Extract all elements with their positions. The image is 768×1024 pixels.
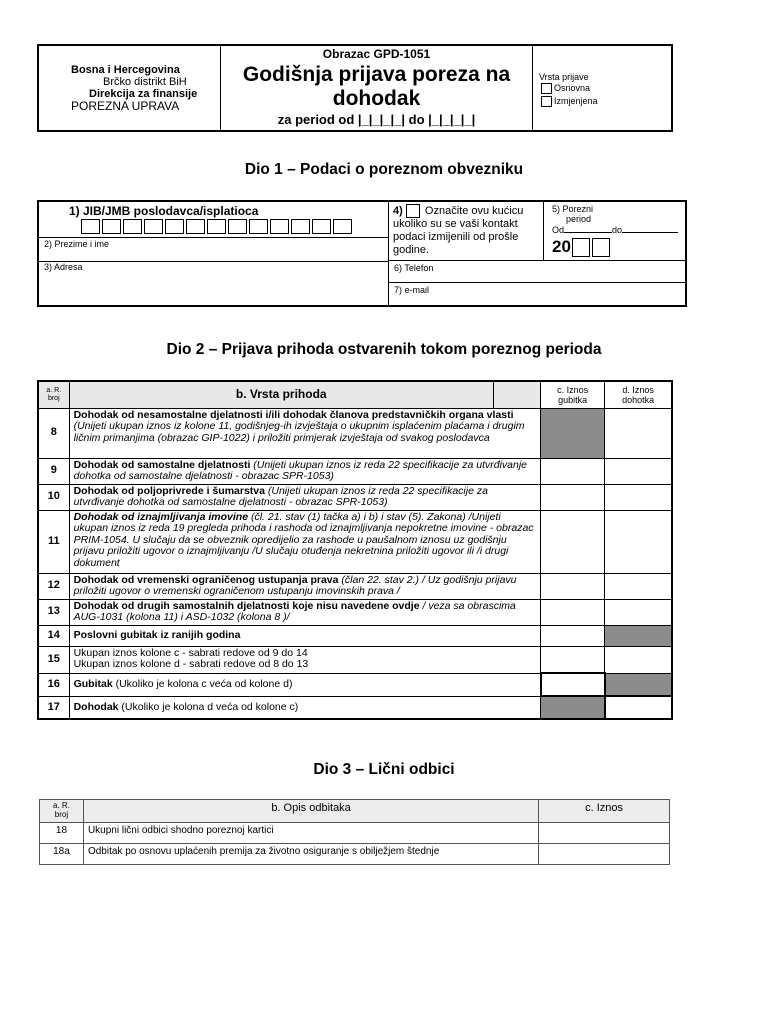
form-header [37,44,673,132]
table-row [38,599,672,625]
row-note: (Unijeti ukupan iznos iz reda 22 specifikacije za utvrđivanje dohotka od samostalne djelatnosti - obrazac SPR-1053) [73,484,488,508]
col-a-header: a. R. broj [40,800,84,823]
loss-cell[interactable] [541,510,605,573]
income-cell[interactable] [605,484,672,510]
col-d-header: d. Iznos dohotka [605,381,672,408]
form-title-line2: dohodak [332,87,421,110]
return-type-label: Vrsta prijave [539,72,589,82]
digit-box[interactable] [228,219,247,234]
checkbox-icon[interactable] [541,83,552,94]
name-field[interactable] [39,237,389,261]
digit-box[interactable] [144,219,163,234]
col-b-extra [493,381,540,408]
directorate: Direkcija za finansije [89,88,198,100]
row-title: Dohodak od drugih samostalnih djelatnosti koje nisu navedene ovdje [73,599,420,612]
income-cell[interactable] [605,510,672,573]
row-number: 17 [38,696,69,719]
address-label: 3) Adresa [44,262,83,272]
col-c-header: c. Iznos [539,800,670,823]
row-number: 12 [38,573,69,599]
loss-cell [541,408,605,458]
table-row [38,696,672,719]
income-cell[interactable] [605,458,672,484]
loss-cell [541,696,605,719]
period-to-label: do [612,225,623,235]
digit-box[interactable] [249,219,268,234]
period-title-2: period [566,214,592,224]
return-type-basic-label: Osnovna [554,83,591,93]
checkbox-icon[interactable] [541,96,552,107]
digit-box[interactable] [572,238,590,257]
digit-box[interactable] [102,219,121,234]
row-number: 18a [40,844,84,865]
jib-label: 1) JIB/JMB poslodavca/isplatioca [69,204,259,218]
col-c-header: c. Iznos gubitka [541,381,605,408]
return-type-basic[interactable] [541,83,590,94]
tax-period-block [544,202,685,260]
row-number: 9 [38,458,69,484]
loss-cell[interactable] [541,573,605,599]
tax-office: POREZNA UPRAVA [71,99,180,113]
digit-box[interactable] [186,219,205,234]
period-from[interactable] [552,225,678,235]
district: Brčko distrikt BiH [103,76,187,88]
row-note: (Unijeti ukupan iznos iz reda 22 specifikacije za utvrđivanje dohotka od samostalne djelatnosti - obrazac SPR-1053) [73,458,528,482]
amount-cell[interactable] [539,823,670,844]
row-number: 16 [38,673,69,696]
contact-changed-checkbox[interactable] [406,204,420,218]
digit-box[interactable] [333,219,352,234]
table-row [40,823,670,844]
row-title: Dohodak od samostalne djelatnosti [73,458,251,471]
table-row [38,646,672,673]
taxpayer-left [39,202,389,305]
row-number: 18 [40,823,84,844]
row-note: (Unijeti ukupan iznos iz kolone 11, godišnjeg-ih izvještaja o ukupnim isplaćenim plaćama i drugim ličnim primanjima (obrazac GIP-1022) i priložiti primjerak izvještaja od svakog poslodavca [73,420,525,444]
row-description: Odbitak po osnovu uplaćenih premija za životno osiguranje s obilježjem štednje [83,844,538,865]
phone-label: 6) Telefon [394,263,434,273]
col-a-header: a. R. broj [38,381,69,408]
table-row [40,844,670,865]
row-description [69,484,540,510]
period-year[interactable] [552,237,612,257]
return-type-block [533,46,671,130]
amount-cell[interactable] [539,844,670,865]
row-number: 8 [38,408,69,458]
digit-box[interactable] [270,219,289,234]
taxpayer-data-box [37,200,687,307]
row-description [69,646,540,673]
col-b-header: b. Opis odbitaka [83,800,538,823]
row-title: Dohodak od poljoprivrede i šumarstva [73,484,265,497]
row-description [69,599,540,625]
row-title: Gubitak [73,677,113,690]
contact-changed-text: Označite ovu kućicu ukoliko su se vaši kontakt podaci izmijenili od prošle godine. [393,204,524,256]
digit-box[interactable] [165,219,184,234]
income-cell[interactable] [605,599,672,625]
country: Bosna i Hercegovina [71,64,180,76]
income-cell[interactable] [605,408,672,458]
form-title-line1: Godišnja prijava poreza na [242,63,511,86]
jib-boxes[interactable] [81,219,354,239]
deductions-table [39,799,670,865]
table-header-row [38,381,672,408]
table-row [38,408,672,458]
loss-cell[interactable] [541,458,605,484]
loss-cell[interactable] [541,673,605,696]
table-header-row [40,800,670,823]
row-title: Dohodak od iznajmljivanja imovine [73,510,249,523]
loss-cell[interactable] [541,646,605,673]
digit-box[interactable] [291,219,310,234]
row-note-2: Ukupan iznos kolone d - sabrati redove od 8 do 13 [73,658,309,670]
row-note: / veza sa obrascima AUG-1031 (kolona 11) i ASD-1032 (kolona 8 )/ [73,599,516,623]
table-row [38,625,672,646]
row-description [69,458,540,484]
loss-cell[interactable] [541,599,605,625]
income-cell [605,673,672,696]
row-number: 15 [38,646,69,673]
part2-heading: Dio 2 – Prijava prihoda ostvarenih tokom poreznog perioda [166,341,602,358]
row-number: 10 [38,484,69,510]
row-title: Dohodak od vremenski ograničenog ustupanja prava [73,573,339,586]
period-label: za period od |_|_|_|_| do |_|_|_|_| [277,112,476,127]
digit-box[interactable] [123,219,142,234]
period-title: 5) Porezni [552,204,594,214]
row-description [69,696,540,719]
row-note: (Ukoliko je kolona c veća od kolone d) [112,677,293,690]
return-type-changed[interactable] [541,96,598,107]
issuer-block [39,46,221,130]
row-note: (član 22. stav 2.) / Uz godišnju prijavu priložiti ugovor o vremenski ograničenom ustupanju imovinskih prava / [73,573,517,597]
table-row [38,573,672,599]
row-note: (čl. 21. stav (1) tačka a) i b) i stav (5). Zakona) /Unijeti ukupan iznos iz reda 19 pregleda prihoda i rashoda od iznajmljivanja nepokretne imovine - obrazac PRIM-1054. U slučaju da se obveznik opredijelio za rashode u paušalnom iznosu uz godišnju prijavu priložiti ugovor o iznajmljivanju /U slučaju otuđenja nekretnina priložiti ugovor ili /i drugi dokument [73,510,534,569]
return-type-changed-label: Izmjenjena [554,96,598,106]
row-title: Dohodak [73,700,119,713]
income-cell [605,625,672,646]
table-row [38,510,672,573]
digit-box[interactable] [207,219,226,234]
row-note: (Ukoliko je kolona d veća od kolone c) [118,700,299,713]
table-row [38,673,672,696]
income-cell[interactable] [605,646,672,673]
address-field[interactable] [39,261,389,305]
part3-heading: Dio 3 – Lični odbici [313,761,455,778]
row-description: Ukupni lični odbici shodno poreznoj kartici [83,823,538,844]
period-from-label: Od [552,225,565,235]
digit-box[interactable] [312,219,331,234]
row-description [69,573,540,599]
check-number: 4) [393,204,403,217]
name-label: 2) Prezime i ime [44,239,110,249]
row-number: 14 [38,625,69,646]
row-description [69,408,540,458]
row-description [69,625,540,646]
row-description [69,673,540,696]
form-code: Obrazac GPD-1051 [322,47,431,61]
income-cell[interactable] [605,573,672,599]
part1-heading: Dio 1 – Podaci o poreznom obvezniku [244,161,524,178]
row-note: Ukupan iznos kolone c - sabrati redove od 9 do 14 [73,646,308,659]
table-row [38,484,672,510]
table-row [38,458,672,484]
contact-change-block [389,202,544,260]
digit-box[interactable] [81,219,100,234]
email-label: 7) e-mail [394,285,430,295]
row-title: Poslovni gubitak iz ranijih godina [73,628,241,641]
loss-cell[interactable] [541,625,605,646]
loss-cell[interactable] [541,484,605,510]
email-field[interactable] [389,282,685,305]
row-number: 11 [38,510,69,573]
row-title: Dohodak od nesamostalne djelatnosti i/ili dohodak članova predstavničkih organa vlasti [73,408,514,421]
digit-box[interactable] [592,238,610,257]
row-description [69,510,540,573]
phone-field[interactable] [389,260,685,282]
period-year-prefix: 20 [552,237,571,256]
income-cell[interactable] [605,696,672,719]
title-block [221,46,533,130]
col-b-header: b. Vrsta prihoda [69,381,493,408]
income-table [37,380,673,720]
row-number: 13 [38,599,69,625]
